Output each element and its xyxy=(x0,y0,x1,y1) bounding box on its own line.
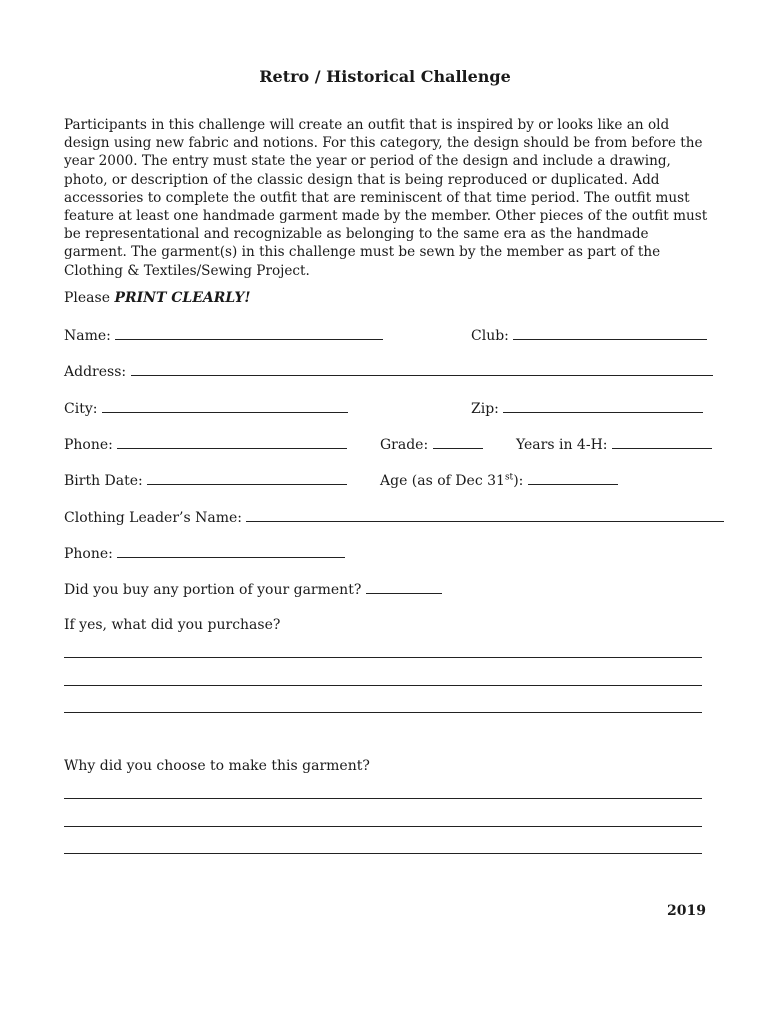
years-field[interactable] xyxy=(612,434,712,449)
phone-field[interactable] xyxy=(117,434,347,449)
birth-date-label: Birth Date: xyxy=(64,473,143,489)
leader-label: Clothing Leader’s Name: xyxy=(64,510,242,526)
print-instruction xyxy=(64,289,251,307)
age-field[interactable] xyxy=(528,470,618,485)
zip-label: Zip: xyxy=(471,401,499,417)
buy-question: Did you buy any portion of your garment? xyxy=(64,582,362,598)
purchase-question: If yes, what did you purchase? xyxy=(64,617,281,633)
buy-field-row xyxy=(64,579,442,599)
grade-field[interactable] xyxy=(433,434,483,449)
age-label xyxy=(380,473,523,489)
form-year: 2019 xyxy=(667,903,706,919)
age-field-row xyxy=(380,470,618,490)
age-label-prefix: Age (as of Dec 31 xyxy=(380,473,505,489)
grade-label: Grade: xyxy=(380,437,429,453)
name-label: Name: xyxy=(64,328,111,344)
grade-field-row xyxy=(380,434,483,454)
address-field-row xyxy=(64,361,713,381)
name-field-row xyxy=(64,325,383,345)
leader-phone-field-row xyxy=(64,543,345,563)
page-title: Retro / Historical Challenge xyxy=(259,67,511,86)
club-field-row xyxy=(471,325,707,345)
why-line-2[interactable] xyxy=(64,826,702,827)
intro-paragraph: Participants in this challenge will create an outfit that is inspired by or looks like an old design using new fabric and notions. For this category, the design should be from before the year 2000. The entry must state the year or period of the design and include a drawing, photo, or description of the classic design that is being reproduced or duplicated. Add accessories to complete the outfit that are reminiscent of that time period. The outfit must feature at least one handmade garment made by the member. Other pieces of the outfit must be representational and recognizable as belonging to the same era as the handmade garment. The garment(s) in this challenge must be sewn by the member as part of the Clothing & Textiles/Sewing Project. xyxy=(64,117,708,279)
leader-phone-label: Phone: xyxy=(64,546,113,562)
phone-label: Phone: xyxy=(64,437,113,453)
purchase-line-2[interactable] xyxy=(64,685,702,686)
city-field[interactable] xyxy=(102,398,348,413)
zip-field[interactable] xyxy=(503,398,703,413)
name-field[interactable] xyxy=(115,325,383,340)
city-field-row xyxy=(64,398,348,418)
club-field[interactable] xyxy=(513,325,707,340)
print-emphasis: PRINT CLEARLY! xyxy=(114,290,251,306)
years-label: Years in 4-H: xyxy=(516,437,608,453)
buy-answer-field[interactable] xyxy=(366,579,442,594)
zip-field-row xyxy=(471,398,703,418)
phone-field-row xyxy=(64,434,347,454)
why-line-1[interactable] xyxy=(64,798,702,799)
years-field-row xyxy=(516,434,712,454)
why-line-3[interactable] xyxy=(64,853,702,854)
leader-phone-field[interactable] xyxy=(117,543,345,558)
age-label-sup: st xyxy=(504,472,514,483)
why-question: Why did you choose to make this garment? xyxy=(64,758,370,774)
city-label: City: xyxy=(64,401,98,417)
address-field[interactable] xyxy=(131,361,713,376)
purchase-line-1[interactable] xyxy=(64,657,702,658)
purchase-line-3[interactable] xyxy=(64,712,702,713)
leader-field-row xyxy=(64,507,724,527)
leader-name-field[interactable] xyxy=(246,507,724,522)
birth-date-field-row xyxy=(64,470,347,490)
address-label: Address: xyxy=(64,364,127,380)
club-label: Club: xyxy=(471,328,509,344)
birth-date-field[interactable] xyxy=(147,470,347,485)
print-prefix: Please xyxy=(64,290,115,306)
age-label-suffix: ): xyxy=(513,473,524,489)
